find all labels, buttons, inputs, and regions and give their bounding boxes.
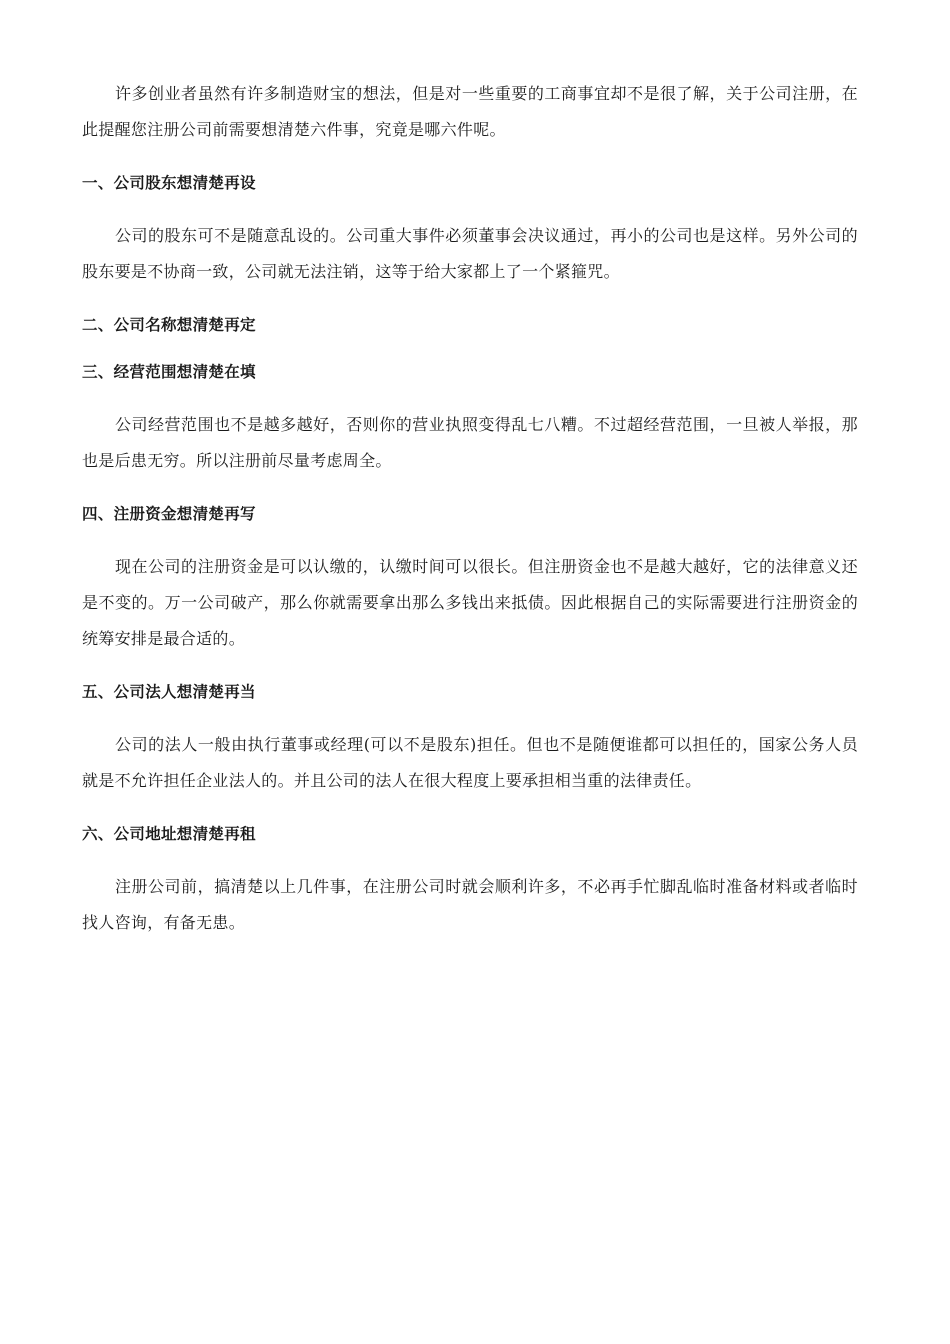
section-3-body: 公司经营范围也不是越多越好，否则你的营业执照变得乱七八糟。不过超经营范围，一旦被人举报，那也是后患无穷。所以注册前尽量考虑周全。 [82, 415, 858, 470]
section-5-body: 公司的法人一般由执行董事或经理(可以不是股东)担任。但也不是随便谁都可以担任的，国家公务人员就是不允许担任企业法人的。并且公司的法人在很大程度上要承担相当重的法律责任。 [82, 735, 858, 790]
section-1-heading: 一、公司股东想清楚再设 [82, 174, 256, 192]
section-3-heading: 三、经营范围想清楚在填 [82, 363, 256, 381]
section-1-body: 公司的股东可不是随意乱设的。公司重大事件必须董事会决议通过，再小的公司也是这样。另外公司的股东要是不协商一致，公司就无法注销，这等于给大家都上了一个紧箍咒。 [82, 226, 858, 281]
section-4-heading: 四、注册资金想清楚再写 [82, 505, 256, 523]
section-2-heading: 二、公司名称想清楚再定 [82, 316, 256, 334]
section-5-heading: 五、公司法人想清楚再当 [82, 683, 256, 701]
section-6-body: 注册公司前，搞清楚以上几件事，在注册公司时就会顺利许多，不必再手忙脚乱临时准备材料或者临时找人咨询，有备无患。 [82, 877, 858, 932]
section-6-heading: 六、公司地址想清楚再租 [82, 825, 256, 843]
intro-paragraph: 许多创业者虽然有许多制造财宝的想法，但是对一些重要的工商事宜却不是很了解，关于公司注册，在此提醒您注册公司前需要想清楚六件事，究竟是哪六件呢。 [82, 84, 858, 139]
section-4-body: 现在公司的注册资金是可以认缴的，认缴时间可以很长。但注册资金也不是越大越好，它的法律意义还是不变的。万一公司破产，那么你就需要拿出那么多钱出来抵债。因此根据自己的实际需要进行注册资金的统筹安排是最合适的。 [82, 557, 858, 648]
document-page [82, 76, 858, 964]
